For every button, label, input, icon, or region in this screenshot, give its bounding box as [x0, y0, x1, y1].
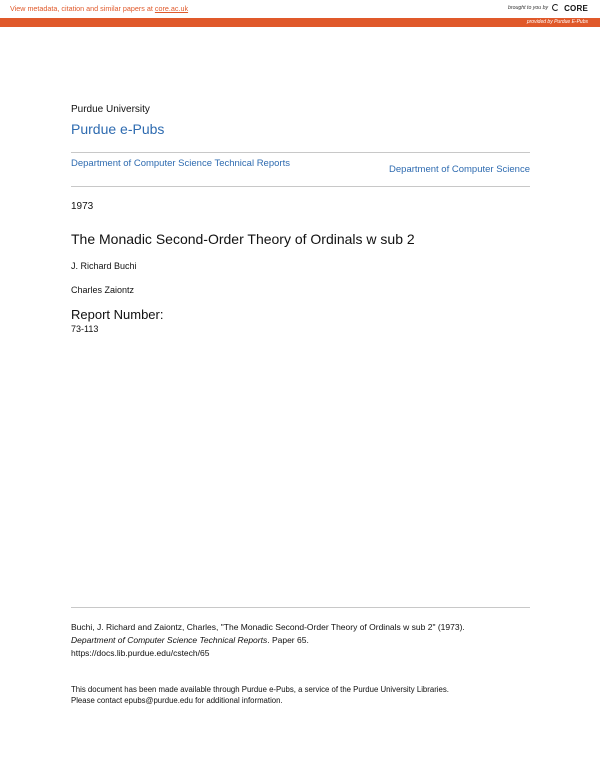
report-number-label: Report Number:: [71, 307, 164, 322]
series-link-department[interactable]: Department of Computer Science: [389, 164, 530, 175]
divider-series: [71, 186, 530, 187]
citation-text: Buchi, J. Richard and Zaiontz, Charles, "The Monadic Second-Order Theory of Ordinals w sub 2" (1973).: [71, 622, 465, 632]
citation-url[interactable]: https://docs.lib.purdue.edu/cstech/65: [71, 648, 210, 658]
paper-title: The Monadic Second-Order Theory of Ordinals w sub 2: [71, 231, 415, 247]
provided-by-text[interactable]: provided by Purdue E-Pubs: [526, 19, 588, 25]
core-link-prefix: View metadata, citation and similar papers at: [10, 4, 155, 13]
citation-block: [71, 621, 530, 660]
author-name: Charles Zaiontz: [71, 285, 135, 295]
core-link-domain[interactable]: core.ac.uk: [154, 4, 189, 13]
core-logo-text: CORE: [564, 3, 588, 13]
citation-paper-number: . Paper 65.: [267, 635, 309, 645]
publication-year: 1973: [71, 201, 94, 212]
repository-link[interactable]: Purdue e-Pubs: [71, 121, 165, 137]
series-link-technical-reports[interactable]: Department of Computer Science Technical Reports: [71, 158, 290, 169]
core-banner: [0, 0, 600, 18]
notice-line-2: Please contact epubs@purdue.edu for additional information.: [71, 696, 283, 705]
notice-line-1: This document has been made available through Purdue e-Pubs, a service of the Purdue University Libraries.: [71, 685, 449, 694]
brought-to-you-text: brought to you by: [507, 5, 549, 11]
citation-series-line: [71, 634, 530, 647]
citation-series: Department of Computer Science Technical Reports: [71, 635, 268, 645]
availability-notice: [71, 684, 530, 706]
institution-name: Purdue University: [71, 104, 150, 115]
divider-citation: [71, 607, 530, 608]
provider-bar: [0, 18, 600, 27]
core-brand[interactable]: [508, 3, 588, 13]
report-number-value: 73-113: [71, 324, 99, 334]
divider-top: [71, 152, 530, 153]
core-logo-icon: [551, 3, 561, 13]
core-metadata-link[interactable]: [10, 4, 188, 13]
author-name: J. Richard Buchi: [71, 261, 137, 271]
